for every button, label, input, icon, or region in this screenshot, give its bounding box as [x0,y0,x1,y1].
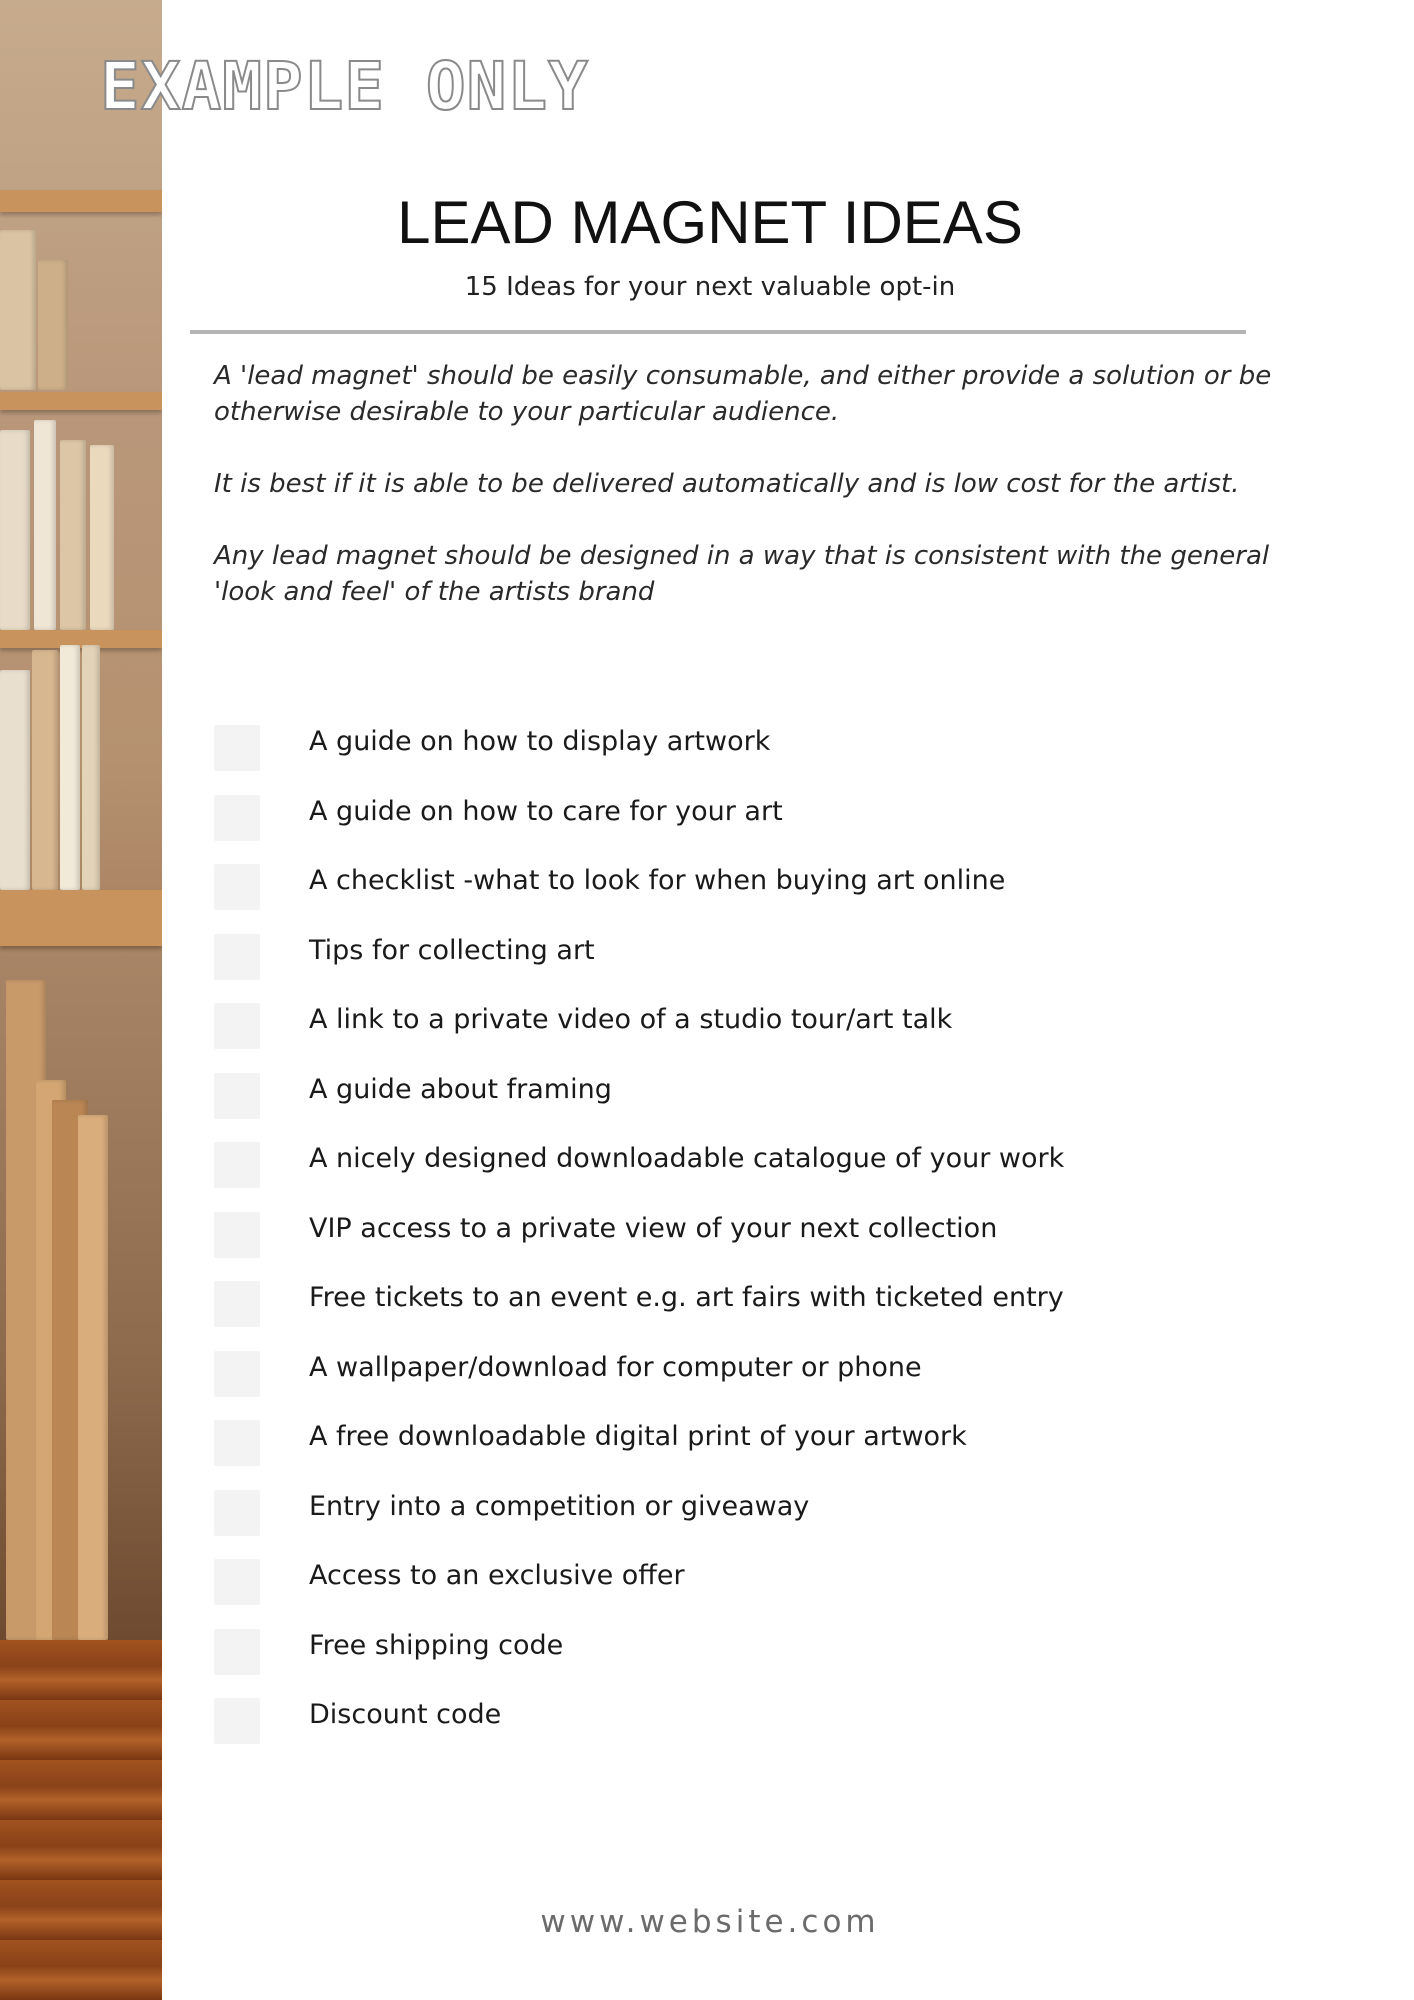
checklist-item [214,1139,1314,1209]
checkbox[interactable] [214,1490,260,1536]
checkbox[interactable] [214,795,260,841]
photo-book [34,420,56,630]
photo-book [60,645,80,890]
photo-book [0,670,30,890]
photo-book [82,645,100,890]
photo-shelf [0,890,162,946]
checklist-item-label: Free shipping code [309,1629,564,1661]
intro-paragraph: It is best if it is able to be delivered automatically and is low cost for the artist. [214,469,1240,499]
divider [190,330,1246,334]
checklist-item-label: A guide on how to care for your art [309,795,783,827]
photo-book [0,230,36,390]
checkbox[interactable] [214,725,260,771]
checklist-item [214,1487,1314,1557]
checklist-item [214,1000,1314,1070]
checklist-item-label: A nicely designed downloadable catalogue of your work [309,1143,1065,1174]
checklist-item [214,1348,1314,1418]
photo-book [32,650,58,890]
intro-text [214,358,1274,646]
checkbox[interactable] [214,1003,260,1049]
checklist-item-label: Discount code [309,1699,502,1730]
checklist-item-label: A link to a private video of a studio tour/art talk [309,1004,953,1035]
checklist-item [214,1626,1314,1696]
checklist-item-label: A guide about framing [309,1073,612,1105]
checklist-item-label: Free tickets to an event e.g. art fairs with ticketed entry [309,1282,1064,1313]
page-title: LEAD MAGNET IDEAS [397,189,1023,257]
photo-book [38,260,68,390]
checklist-item-label: Tips for collecting art [309,934,595,966]
checkbox[interactable] [214,934,260,980]
page-subtitle: 15 Ideas for your next valuable opt-in [464,272,956,302]
checklist-item-label: A free downloadable digital print of your artwork [309,1421,967,1452]
photo-floor [0,1640,162,2000]
checkbox[interactable] [214,864,260,910]
photo-shelf [0,630,162,648]
checklist-item-label: A guide on how to display artwork [309,726,771,757]
checklist-item-label: VIP access to a private view of your next collection [309,1212,998,1244]
ideas-checklist [214,722,1314,1765]
intro-paragraph: A 'lead magnet' should be easily consumable, and either provide a solution or be otherwise desirable to your particular audience. [214,361,1272,427]
checkbox[interactable] [214,1212,260,1258]
checklist-item [214,1556,1314,1626]
watermark: EXAMPLE ONLY [100,48,589,125]
checkbox[interactable] [214,1698,260,1744]
photo-book [60,440,86,630]
checkbox[interactable] [214,1142,260,1188]
checklist-item [214,1278,1314,1348]
checklist-item [214,792,1314,862]
checklist-item-label: A wallpaper/download for computer or phone [309,1351,922,1383]
checklist-item-label: A checklist -what to look for when buying art online [309,865,1006,896]
checklist-item [214,861,1314,931]
checklist-item-label: Access to an exclusive offer [309,1560,685,1591]
checkbox[interactable] [214,1281,260,1327]
photo-book [0,430,30,630]
checklist-item [214,722,1314,792]
photo-shelf [0,190,162,212]
checkbox[interactable] [214,1629,260,1675]
photo-shelf [0,392,162,410]
checklist-item [214,931,1314,1001]
checkbox[interactable] [214,1073,260,1119]
checkbox[interactable] [214,1351,260,1397]
checkbox[interactable] [214,1420,260,1466]
intro-paragraph: Any lead magnet should be designed in a way that is consistent with the general 'look and feel' of the artists brand [214,541,1270,607]
checklist-item [214,1070,1314,1140]
checkbox[interactable] [214,1559,260,1605]
photo-book [90,445,114,630]
checklist-item-label: Entry into a competition or giveaway [309,1490,810,1522]
bookshelf-photo [0,0,162,2000]
checklist-item [214,1695,1314,1765]
footer-website: www.website.com [540,1904,880,1940]
checklist-item [214,1209,1314,1279]
checklist-item [214,1417,1314,1487]
photo-canvas [78,1115,108,1640]
